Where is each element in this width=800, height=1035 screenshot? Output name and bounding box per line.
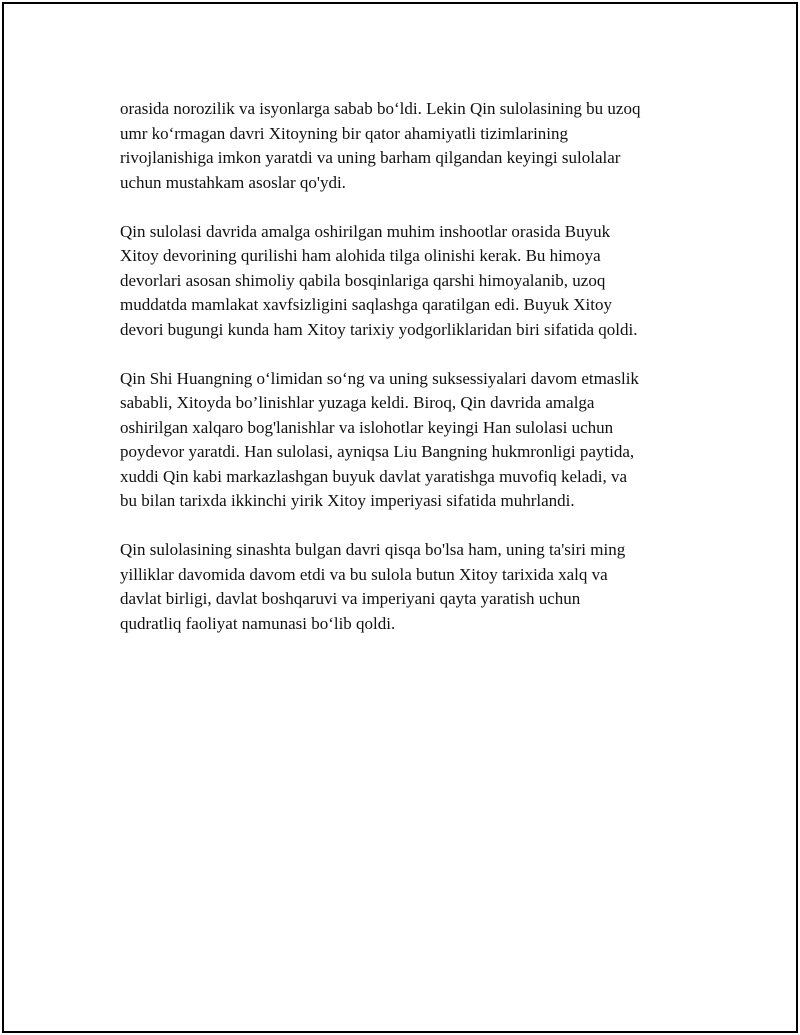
text-line: sababli, Xitoyda bo’linishlar yuzaga keldi. Biroq, Qin davrida amalga xyxy=(120,393,595,412)
text-line: davlat birligi, davlat boshqaruvi va imperiyani qayta yaratish uchun xyxy=(120,589,581,608)
text-line: Qin sulolasining sinashta bulgan davri qisqa bo'lsa ham, uning ta'siri ming xyxy=(120,540,626,559)
text-line: muddatda mamlakat xavfsizligini saqlashga qaratilgan edi. Buyuk Xitoy xyxy=(120,295,612,314)
text-line: poydevor yaratdi. Han sulolasi, ayniqsa Liu Bangning hukmronligi paytida, xyxy=(120,442,635,461)
text-line: rivojlanishiga imkon yaratdi va uning barham qilgandan keyingi sulolalar xyxy=(120,148,621,167)
text-line: umr ko‘rmagan davri Xitoyning bir qator ahamiyatli tizimlarining xyxy=(120,123,569,143)
text-line: orasida norozilik va isyonlarga sabab bo‘ldi. Lekin Qin sulolasining bu uzoq xyxy=(120,99,641,118)
text-line: xuddi Qin kabi markazlashgan buyuk davlat yaratishga muvofiq keladi, va xyxy=(120,466,628,486)
paragraph-4 xyxy=(120,538,700,636)
document-page xyxy=(2,2,798,1033)
paragraph-2 xyxy=(120,220,700,343)
paragraph-1 xyxy=(120,97,700,195)
text-line: yilliklar davomida davom etdi va bu sulola butun Xitoy tarixida xalq va xyxy=(120,564,608,584)
text-line: uchun mustahkam asoslar qo'ydi. xyxy=(120,172,346,192)
text-line: Xitoy devorining qurilishi ham alohida tilga olinishi kerak. Bu himoya xyxy=(120,246,601,265)
text-line: Qin Shi Huangning o‘limidan so‘ng va uning suksessiyalari davom etmaslik xyxy=(120,368,639,388)
text-line: qudratliq faoliyat namunasi bo‘lib qoldi. xyxy=(120,613,396,633)
document-body xyxy=(120,97,700,661)
paragraph-3 xyxy=(120,367,700,514)
text-line: bu bilan tarixda ikkinchi yirik Xitoy imperiyasi sifatida muhrlandi. xyxy=(120,491,575,510)
text-line: oshirilgan xalqaro bog'lanishlar va islohotlar keyingi Han sulolasi uchun xyxy=(120,417,614,437)
text-line: devorlari asosan shimoliy qabila bosqinlariga qarshi himoyalanib, uzoq xyxy=(120,270,606,290)
text-line: Qin sulolasi davrida amalga oshirilgan muhim inshootlar orasida Buyuk xyxy=(120,221,611,241)
text-line: devori bugungi kunda ham Xitoy tarixiy yodgorliklaridan biri sifatida qoldi. xyxy=(120,319,638,339)
